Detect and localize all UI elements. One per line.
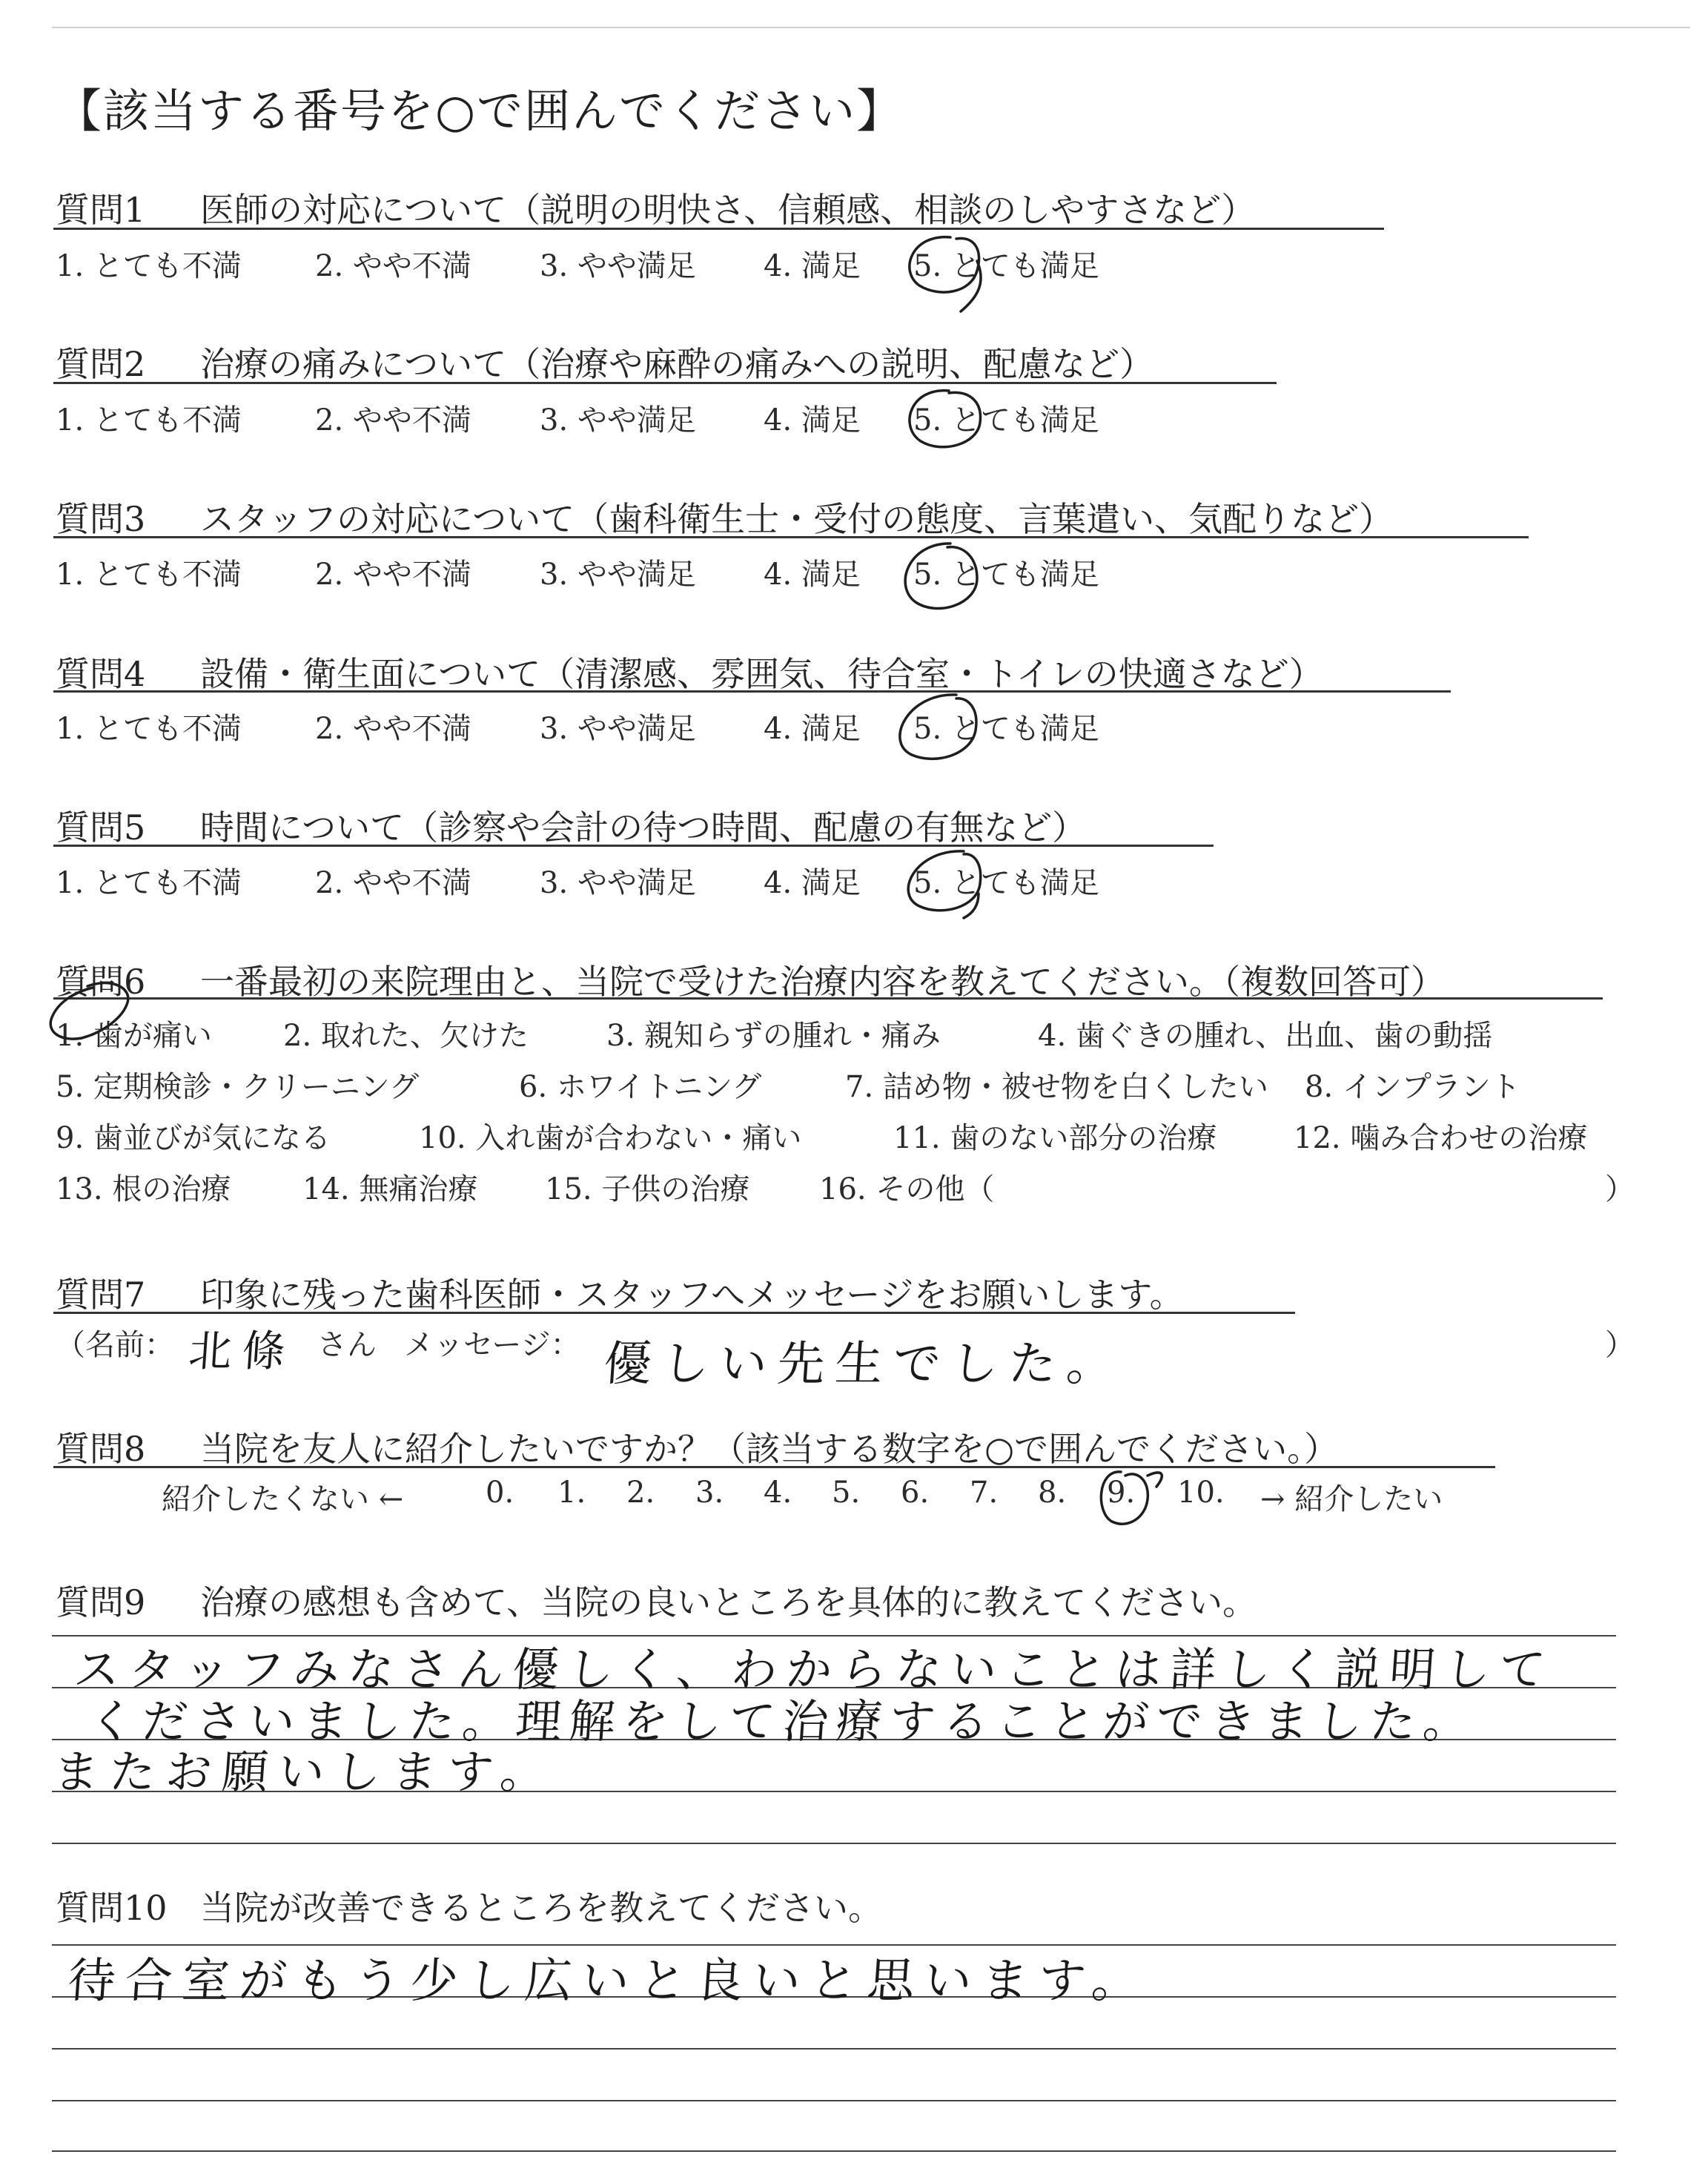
q6-option-10[interactable]: 10. 入れ歯が合わない・痛い <box>419 1121 802 1155</box>
q4-text: 設備・衛生面について（清潔感、雰囲気、待合室・トイレの快適さなど） <box>200 654 1323 694</box>
q6-option-15[interactable]: 15. 子供の治療 <box>545 1172 750 1206</box>
q7-label: 質問7 <box>56 1275 146 1315</box>
q4-underline <box>53 690 1451 693</box>
q6-option-8[interactable]: 8. インプラント <box>1305 1070 1520 1104</box>
q9-label: 質問9 <box>56 1582 146 1622</box>
q3-option-2[interactable]: 2. やや不満 <box>315 558 471 592</box>
q6-option-4[interactable]: 4. 歯ぐきの腫れ、出血、歯の動揺 <box>1038 1019 1493 1053</box>
q6-option-11[interactable]: 11. 歯のない部分の治療 <box>893 1121 1217 1155</box>
q3-option-5[interactable]: 5. とても満足 <box>913 558 1099 592</box>
q6-other-close: ） <box>1605 1172 1635 1206</box>
q9-answer-line-2[interactable]: くださいました。理解をして治療することができました。 <box>87 1694 1479 1748</box>
q2-text: 治療の痛みについて（治療や麻酔の痛みへの説明、配慮など） <box>200 344 1154 384</box>
q6-option-13[interactable]: 13. 根の治療 <box>56 1172 231 1206</box>
q9-writing-line <box>52 1843 1616 1844</box>
q4-label: 質問4 <box>56 654 146 694</box>
q2-option-5[interactable]: 5. とても満足 <box>913 403 1099 437</box>
q7-name-value[interactable]: 北條 <box>187 1326 298 1376</box>
q8-scale-1[interactable]: 1. <box>557 1476 586 1510</box>
q9-answer-line-3[interactable]: またお願いします。 <box>51 1745 559 1799</box>
q7-close: ） <box>1605 1328 1635 1362</box>
q5-option-2[interactable]: 2. やや不満 <box>315 866 471 900</box>
q8-left-label: 紹介したくない ← <box>162 1482 404 1516</box>
q8-text: 当院を友人に紹介したいですか？（該当する数字を○で囲んでください。） <box>200 1429 1339 1469</box>
q7-message-label: メッセージ： <box>404 1328 580 1362</box>
q8-scale-0[interactable]: 0. <box>486 1476 514 1510</box>
q6-option-2[interactable]: 2. 取れた、欠けた <box>283 1019 529 1053</box>
q8-scale-9[interactable]: 9. <box>1107 1476 1136 1510</box>
q5-label: 質問5 <box>56 807 146 848</box>
q5-option-4[interactable]: 4. 満足 <box>764 866 861 900</box>
q1-option-3[interactable]: 3. やや満足 <box>540 249 696 283</box>
q6-label: 質問6 <box>56 962 146 1002</box>
q10-writing-line <box>52 2048 1616 2050</box>
q6-underline <box>53 997 1603 1000</box>
q10-writing-line <box>52 2100 1616 2101</box>
q6-option-5[interactable]: 5. 定期検診・クリーニング <box>56 1070 420 1104</box>
q8-scale-4[interactable]: 4. <box>764 1476 792 1510</box>
q7-name-suffix: さん <box>317 1328 377 1362</box>
top-border <box>52 27 1690 28</box>
q7-message-value[interactable]: 優しい先生でした。 <box>601 1337 1127 1392</box>
q2-option-3[interactable]: 3. やや満足 <box>540 403 696 437</box>
q1-option-1[interactable]: 1. とても不満 <box>56 249 242 283</box>
q9-text: 治療の感想も含めて、当院の良いところを具体的に教えてください。 <box>200 1582 1257 1622</box>
q1-label: 質問1 <box>56 190 146 230</box>
q4-option-5[interactable]: 5. とても満足 <box>913 712 1099 746</box>
q3-option-4[interactable]: 4. 満足 <box>764 558 861 592</box>
q5-option-3[interactable]: 3. やや満足 <box>540 866 696 900</box>
q3-text: スタッフの対応について（歯科衛生士・受付の態度、言葉遣い、気配りなど） <box>200 499 1394 539</box>
q10-label: 質問10 <box>56 1888 168 1928</box>
q8-scale-2[interactable]: 2. <box>626 1476 655 1510</box>
q2-underline <box>53 382 1277 384</box>
q10-answer-line-1[interactable]: 待合室がもう少し広いと良いと思います。 <box>65 1954 1151 2009</box>
q3-underline <box>53 536 1529 538</box>
q6-text: 一番最初の来院理由と、当院で受けた治療内容を教えてください。（複数回答可） <box>200 962 1445 1002</box>
q1-option-5[interactable]: 5. とても満足 <box>913 249 1099 283</box>
page-heading: 【該当する番号を○で囲んでください】 <box>56 84 904 138</box>
q8-scale-5[interactable]: 5. <box>832 1476 861 1510</box>
q3-option-1[interactable]: 1. とても不満 <box>56 558 242 592</box>
q6-option-6[interactable]: 6. ホワイトニング <box>519 1070 762 1104</box>
q4-option-3[interactable]: 3. やや満足 <box>540 712 696 746</box>
q1-text: 医師の対応について（説明の明快さ、信頼感、相談のしやすさなど） <box>200 190 1256 230</box>
q5-option-1[interactable]: 1. とても不満 <box>56 866 242 900</box>
q2-option-2[interactable]: 2. やや不満 <box>315 403 471 437</box>
q7-text: 印象に残った歯科医師・スタッフへメッセージをお願いします。 <box>200 1275 1184 1315</box>
q3-label: 質問3 <box>56 499 146 539</box>
q5-underline <box>53 845 1214 847</box>
q4-option-4[interactable]: 4. 満足 <box>764 712 861 746</box>
q8-right-label: → 紹介したい <box>1260 1482 1443 1516</box>
q8-underline <box>53 1466 1495 1468</box>
q2-label: 質問2 <box>56 344 146 384</box>
q8-scale-7[interactable]: 7. <box>970 1476 999 1510</box>
q6-option-1[interactable]: 1. 歯が痛い <box>56 1019 212 1053</box>
q6-option-9[interactable]: 9. 歯並びが気になる <box>56 1121 331 1155</box>
q8-scale-8[interactable]: 8. <box>1038 1476 1067 1510</box>
q6-option-3[interactable]: 3. 親知らずの腫れ・痛み <box>606 1019 941 1053</box>
q6-option-16[interactable]: 16. その他（ <box>819 1172 995 1206</box>
q1-option-4[interactable]: 4. 満足 <box>764 249 861 283</box>
q5-text: 時間について（診察や会計の待つ時間、配慮の有無など） <box>200 807 1087 848</box>
q6-option-12[interactable]: 12. 噛み合わせの治療 <box>1294 1121 1588 1155</box>
q1-option-2[interactable]: 2. やや不満 <box>315 249 471 283</box>
q8-scale-10[interactable]: 10. <box>1177 1476 1225 1510</box>
q10-writing-line <box>52 2150 1616 2152</box>
q7-underline <box>53 1312 1295 1314</box>
q2-option-4[interactable]: 4. 満足 <box>764 403 861 437</box>
q10-text: 当院が改善できるところを教えてください。 <box>200 1888 882 1928</box>
q8-label: 質問8 <box>56 1429 146 1469</box>
q3-option-3[interactable]: 3. やや満足 <box>540 558 696 592</box>
q9-answer-line-1[interactable]: スタッフみなさん優しく、わからないことは詳しく説明して <box>72 1642 1556 1697</box>
q1-underline <box>53 228 1384 230</box>
q7-name-prefix: （名前： <box>56 1328 174 1362</box>
q6-option-14[interactable]: 14. 無痛治療 <box>302 1172 478 1206</box>
q8-scale-6[interactable]: 6. <box>901 1476 930 1510</box>
q4-option-1[interactable]: 1. とても不満 <box>56 712 242 746</box>
q8-scale-3[interactable]: 3. <box>695 1476 724 1510</box>
q5-option-5[interactable]: 5. とても満足 <box>913 866 1099 900</box>
q6-option-7[interactable]: 7. 詰め物・被せ物を白くしたい <box>845 1070 1268 1104</box>
q4-option-2[interactable]: 2. やや不満 <box>315 712 471 746</box>
q2-option-1[interactable]: 1. とても不満 <box>56 403 242 437</box>
